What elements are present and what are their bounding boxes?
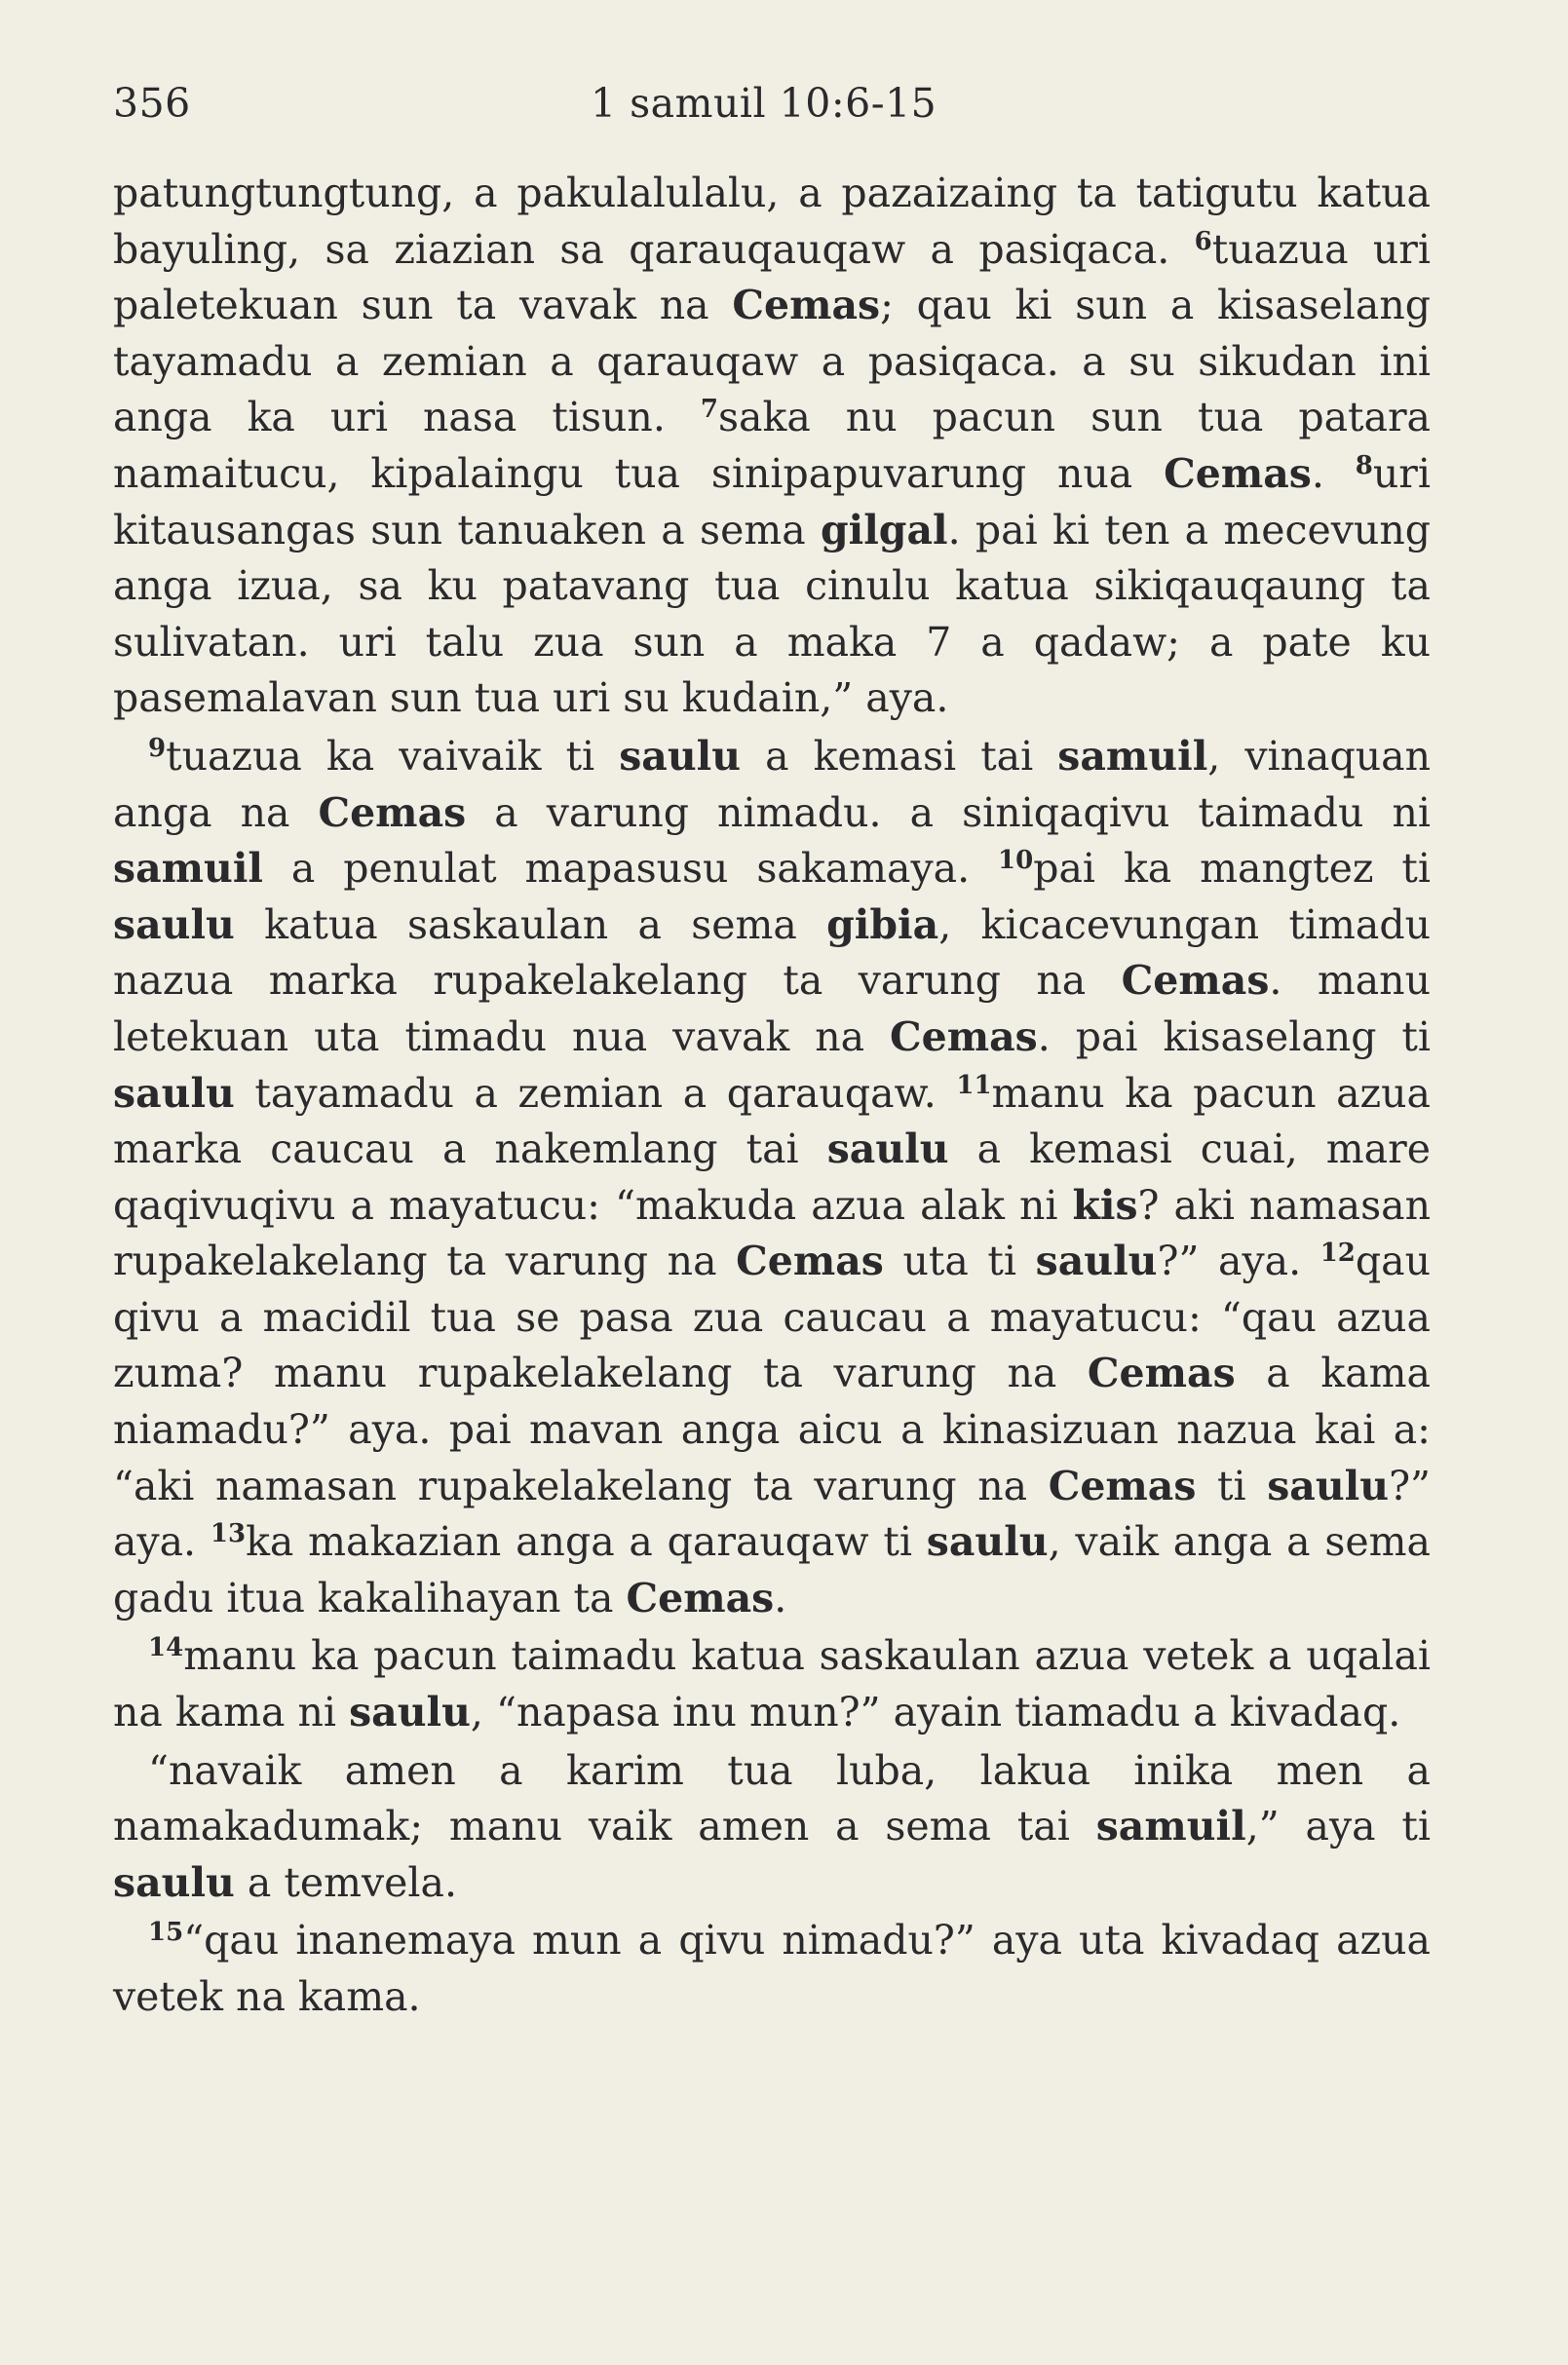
text-run: a temvela.	[234, 1858, 457, 1906]
page-header	[113, 80, 1432, 138]
bold-name: gibia	[826, 900, 939, 948]
running-head: 1 samuil 10:6-15	[591, 80, 937, 127]
verse-number: 11	[956, 1070, 992, 1100]
bold-name: samuil	[1057, 732, 1208, 780]
bold-name: Cemas	[1121, 957, 1270, 1005]
verse-number: 15	[148, 1918, 184, 1948]
bold-name: Cemas	[732, 282, 881, 329]
text-run: patungtungtung, a pakulalulalu, a pazaizaing ta tatigutu katua bayuling, sa ziazian sa qarauqauqaw a pasiqaca.	[113, 170, 1431, 273]
text-run: , kicacevungan timadu nazua marka rupakelakelang ta varung na	[113, 900, 1432, 1005]
verse-number: 13	[210, 1519, 247, 1549]
text-run: a kemasi cuai, mare qaqivuqivu a mayatucu: “makuda azua alak ni	[113, 1125, 1431, 1229]
text-run: a kemasi tai	[741, 732, 1058, 780]
text-run: .	[1311, 449, 1356, 497]
bold-name: Cemas	[1164, 449, 1312, 497]
text-run: manu ka pacun taimadu katua saskaulan azua vetek a uqalai na kama ni	[113, 1632, 1431, 1736]
text-run: qau qivu a macidil tua se pasa zua caucau a mayatucu: “qau azua zuma? manu rupakelakelang ta varung na	[113, 1238, 1432, 1397]
verse-number: 7	[700, 395, 718, 425]
text-run: . manu letekuan uta timadu nua vavak na	[113, 957, 1431, 1060]
text-run: , vaik anga a sema gadu itua kakalihayan ta	[113, 1518, 1431, 1621]
text-run: “navaik amen a karim tua luba, lakua inika men a namakadumak; manu vaik amen a sema tai	[113, 1746, 1431, 1850]
bold-name: Cemas	[1048, 1462, 1197, 1509]
text-run: a varung nimadu. a siniqaqivu taimadu ni	[466, 788, 1431, 836]
bold-name: saulu	[619, 732, 742, 780]
bold-name: saulu	[926, 1518, 1049, 1566]
text-run: ka makazian anga a qarauqaw ti	[246, 1518, 927, 1566]
text-run: katua saskaulan a sema	[234, 900, 827, 948]
text-run: ? aki namasan rupakelakelang ta varung na	[113, 1181, 1431, 1285]
page-number: 356	[113, 80, 191, 127]
bold-name: kis	[1072, 1181, 1138, 1229]
text-run: a penulat mapasusu sakamaya.	[263, 845, 999, 893]
bold-name: saulu	[113, 1858, 235, 1906]
paragraph	[113, 1913, 1431, 2025]
text-run: ?” aya.	[1157, 1238, 1320, 1285]
text-run: ?” aya.	[113, 1462, 1432, 1566]
bold-name: Cemas	[736, 1238, 884, 1285]
verse-number: 6	[1194, 226, 1212, 256]
text-run: tayamadu a zemian a qarauqaw.	[234, 1069, 957, 1117]
text-run: uri kitausangas sun tanuaken a sema	[113, 449, 1431, 553]
paragraph	[113, 1628, 1431, 1740]
text-run: , vinaquan anga na	[113, 732, 1431, 836]
paragraph	[113, 729, 1431, 1627]
paragraph	[113, 166, 1431, 727]
bold-name: saulu	[1267, 1462, 1390, 1509]
text-run: ; qau ki sun a kisaselang tayamadu a zemian a qarauqaw a pasiqaca. a su sikudan ini anga ka uri nasa tisun.	[113, 282, 1431, 441]
bold-name: saulu	[349, 1689, 471, 1736]
bold-name: saulu	[113, 900, 235, 948]
text-run: saka nu pacun sun tua patara namaitucu, kipalaingu tua sinipapuvarung nua	[113, 394, 1431, 497]
bold-name: Cemas	[1087, 1350, 1236, 1397]
verse-number: 10	[998, 846, 1034, 876]
bold-name: Cemas	[318, 788, 467, 836]
text-run: tuazua uri paletekuan sun ta vavak na	[113, 225, 1431, 329]
bold-name: saulu	[113, 1069, 235, 1117]
verse-number: 8	[1355, 450, 1373, 480]
text-run: . pai kisaselang ti	[1037, 1012, 1431, 1060]
text-run: .	[774, 1574, 787, 1621]
text-run: uta ti	[883, 1238, 1036, 1285]
text-run: ti	[1196, 1462, 1268, 1509]
bold-name: samuil	[113, 845, 263, 893]
text-run: manu ka pacun azua marka caucau a nakemlang tai	[113, 1069, 1431, 1173]
text-run: “qau inanemaya mun a qivu nimadu?” aya uta kivadaq azua vetek na kama.	[113, 1917, 1431, 2020]
text-run: . pai ki ten a mecevung anga izua, sa ku patavang tua cinulu katua sikiqauqaung ta sulivatan. uri talu zua sun a maka 7 a qadaw; a pate ku pasemalavan sun tua uri su kudain,” aya.	[113, 506, 1431, 722]
paragraph	[113, 1743, 1431, 1912]
bold-name: samuil	[1095, 1803, 1246, 1850]
bold-name: saulu	[1035, 1238, 1158, 1285]
bold-name: saulu	[826, 1125, 949, 1173]
text-run: ,” aya ti	[1245, 1803, 1431, 1850]
text-run: a kama niamadu?” aya. pai mavan anga aicu a kinasizuan nazua kai a: “aki namasan rupakelakelang ta varung na	[113, 1350, 1431, 1509]
text-run: pai ka mangtez ti	[1033, 845, 1431, 893]
bold-name: Cemas	[890, 1012, 1038, 1060]
text-run: tuazua ka vaivaik ti	[166, 732, 620, 780]
verse-number: 12	[1319, 1239, 1356, 1269]
bold-name: Cemas	[626, 1574, 775, 1621]
page-body	[113, 166, 1431, 2026]
text-run: , “napasa inu mun?” ayain tiamadu a kivadaq.	[470, 1689, 1401, 1736]
verse-number: 9	[148, 733, 167, 763]
verse-number: 14	[148, 1633, 184, 1663]
bold-name: gilgal	[820, 506, 948, 553]
